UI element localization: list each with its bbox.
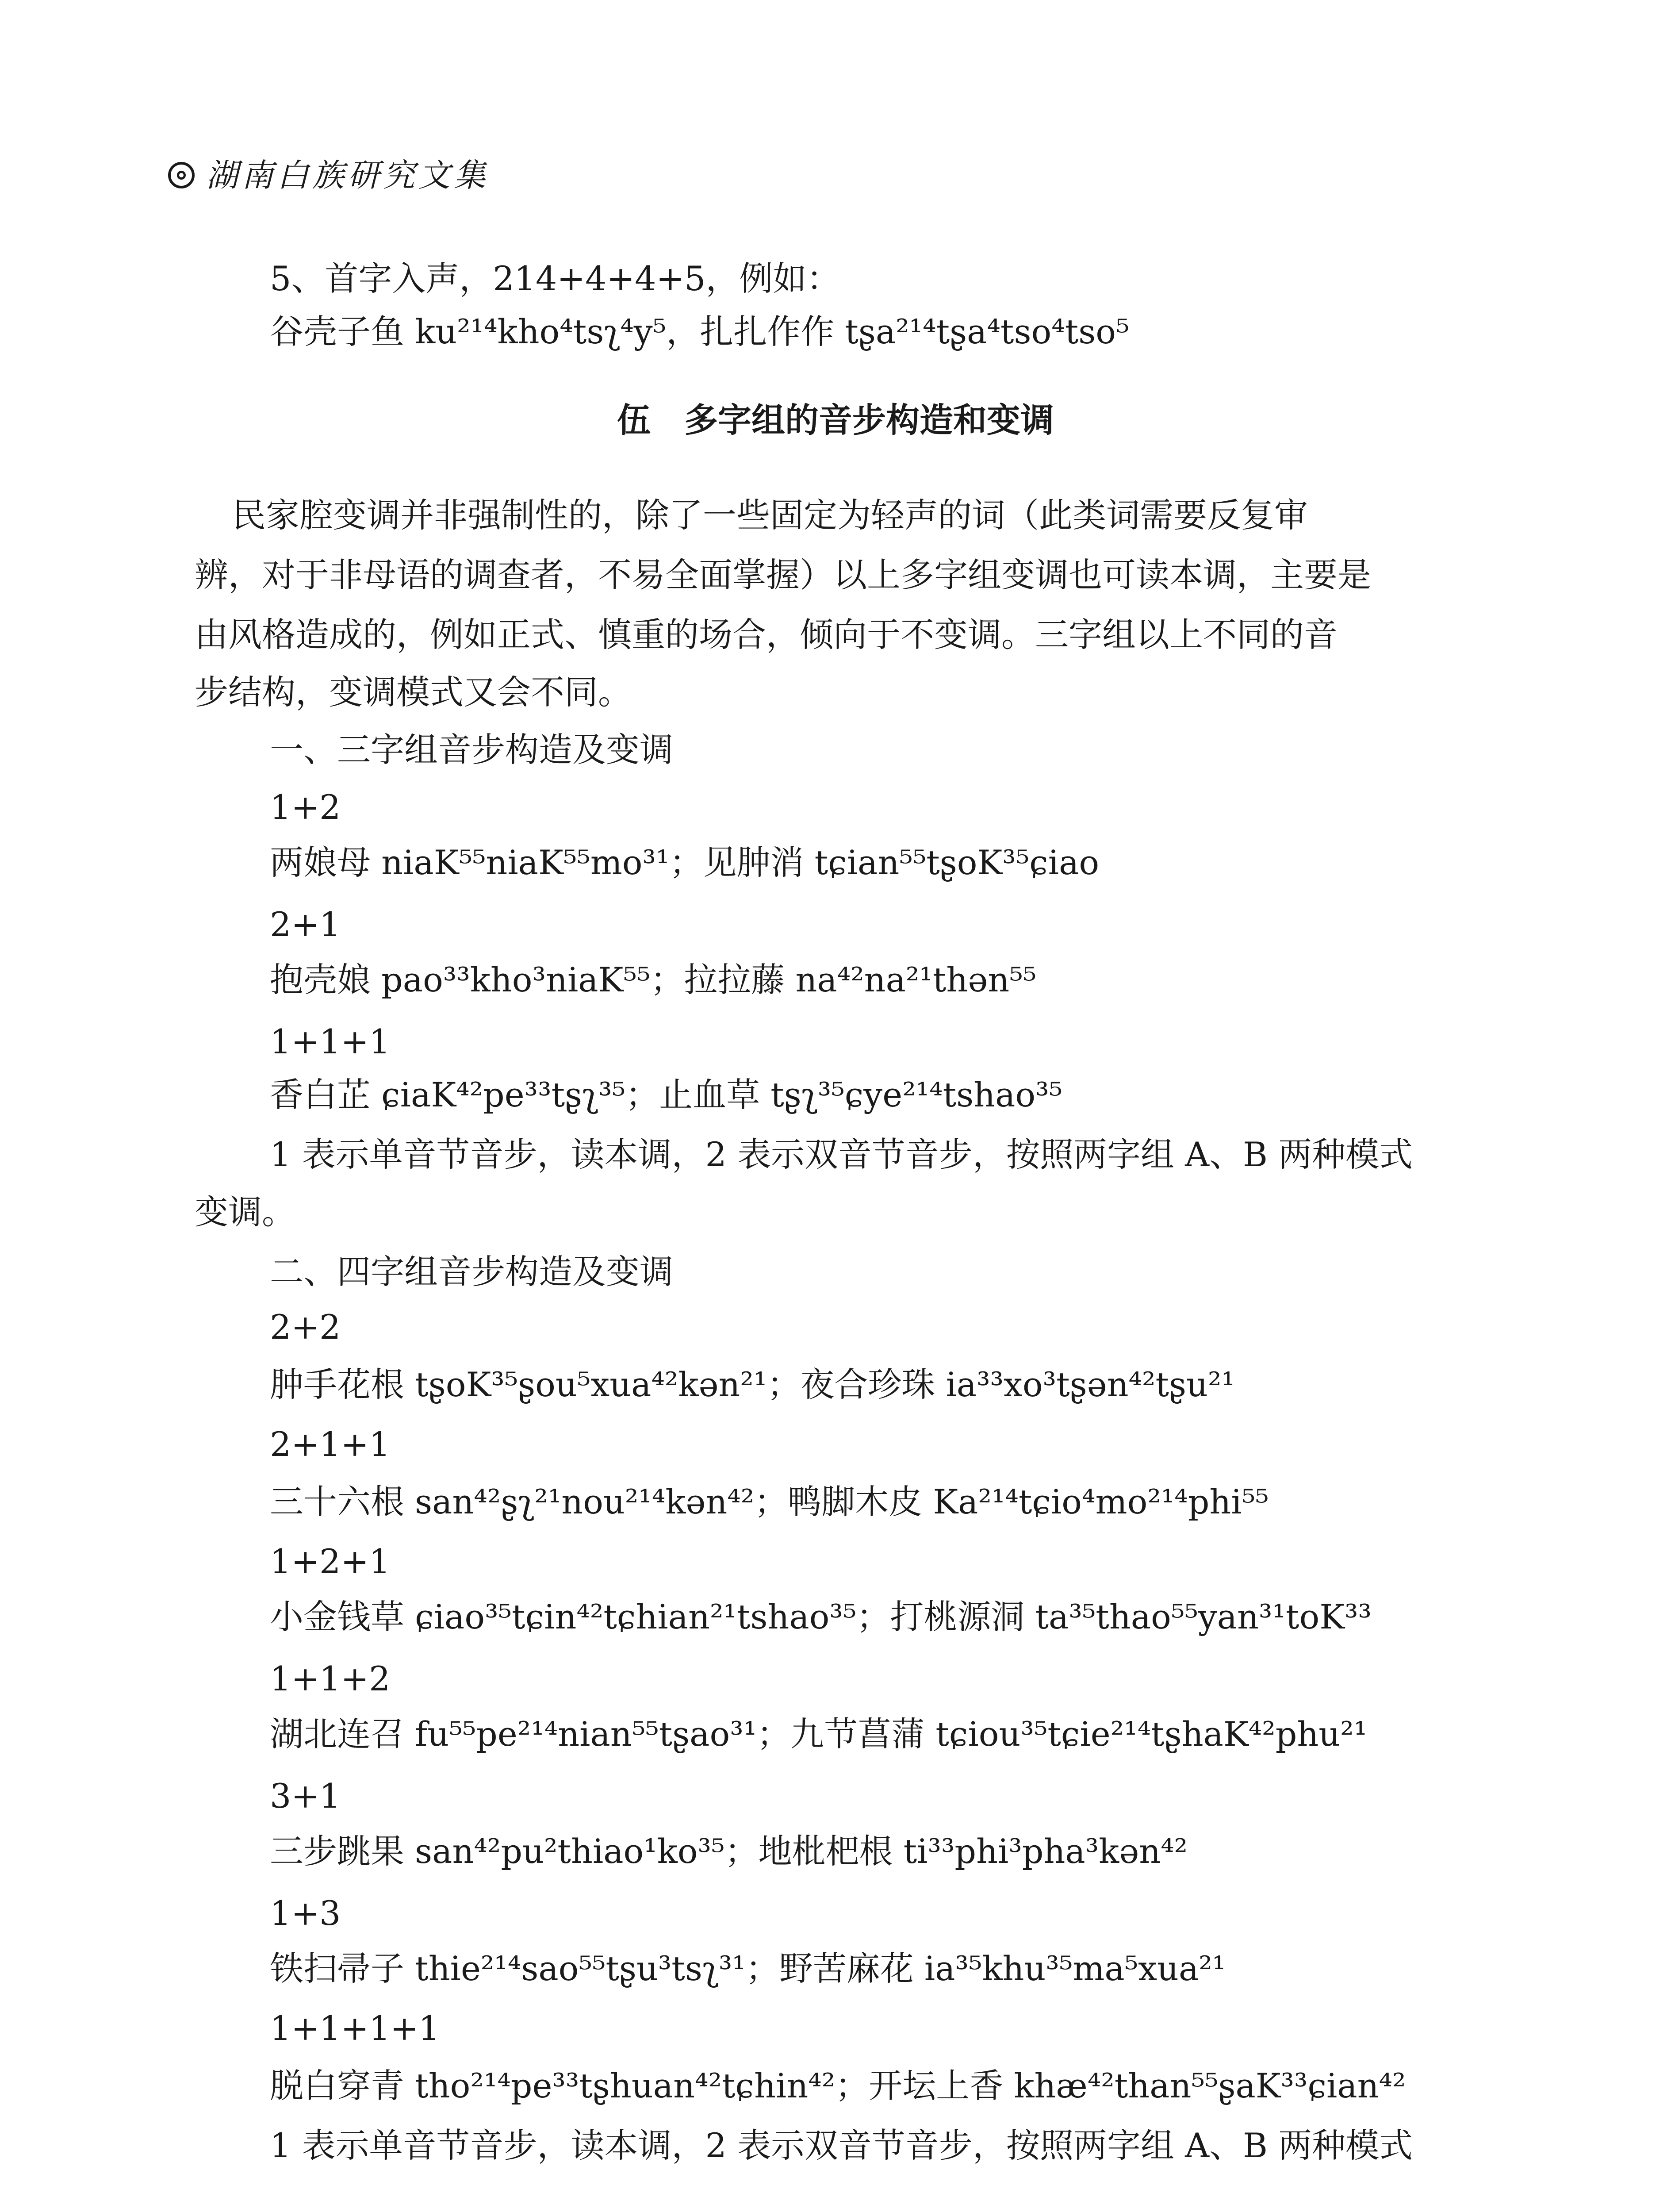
example-line: 湖北连召 fu⁵⁵pe²¹⁴nian⁵⁵tʂao³¹；九节菖蒲 tɕiou³⁵tɕie²¹⁴tʂhaK⁴²phu²¹ bbox=[270, 1714, 1368, 1754]
example-line: 铁扫帚子 thie²¹⁴sao⁵⁵tʂu³tsʅ³¹；野苦麻花 ia³⁵khu³⁵ma⁵xua²¹ bbox=[270, 1949, 1226, 1988]
pattern-label: 1+1+1+1 bbox=[270, 2008, 440, 2048]
paragraph-line: 由风格造成的，例如正式、慎重的场合，倾向于不变调。三字组以上不同的音 bbox=[195, 615, 1338, 654]
example-line: 小金钱草 ɕiao³⁵tɕin⁴²tɕhian²¹tshao³⁵；打桃源洞 ta³⁵thao⁵⁵yan³¹toK³³ bbox=[270, 1597, 1372, 1636]
section-heading: 伍 多字组的音步构造和变调 bbox=[617, 400, 1054, 440]
pattern-label: 2+2 bbox=[270, 1307, 341, 1347]
pattern-label: 1+1+2 bbox=[270, 1659, 391, 1698]
pattern-label: 1+2+1 bbox=[270, 1542, 391, 1581]
paragraph-line: 谷壳子鱼 ku²¹⁴kho⁴tsʅ⁴y⁵，扎扎作作 tʂa²¹⁴tʂa⁴tso⁴tso⁵ bbox=[270, 312, 1130, 351]
pattern-label: 1+3 bbox=[270, 1893, 341, 1933]
pattern-label: 2+1 bbox=[270, 905, 341, 944]
circle-logo-icon bbox=[168, 162, 195, 188]
paragraph-line: 1 表示单音节音步，读本调，2 表示双音节音步，按照两字组 A、B 两种模式 bbox=[270, 1135, 1413, 1174]
pattern-label: 1+2 bbox=[270, 787, 341, 827]
subsection-heading: 二、四字组音步构造及变调 bbox=[270, 1252, 673, 1291]
paragraph-line: 民家腔变调并非强制性的，除了一些固定为轻声的词（此类词需要反复审 bbox=[232, 495, 1308, 535]
paragraph-line: 变调。 bbox=[195, 1192, 295, 1232]
paragraph-line: 步结构，变调模式又会不同。 bbox=[195, 672, 632, 712]
example-line: 抱壳娘 pao³³kho³niaK⁵⁵；拉拉藤 na⁴²na²¹thən⁵⁵ bbox=[270, 960, 1037, 999]
pattern-label: 3+1 bbox=[270, 1776, 341, 1816]
example-line: 脱白穿青 tho²¹⁴pe³³tʂhuan⁴²tɕhin⁴²；开坛上香 khæ⁴²than⁵⁵ʂaK³³ɕian⁴² bbox=[270, 2066, 1406, 2105]
pattern-label: 1+1+1 bbox=[270, 1022, 391, 1061]
example-line: 两娘母 niaK⁵⁵niaK⁵⁵mo³¹；见肿消 tɕian⁵⁵tʂoK³⁵ɕiao bbox=[270, 843, 1100, 882]
subsection-heading: 一、三字组音步构造及变调 bbox=[270, 730, 673, 769]
example-line: 肿手花根 tʂoK³⁵ʂou⁵xua⁴²kən²¹；夜合珍珠 ia³³xo³tʂən⁴²tʂu²¹ bbox=[270, 1365, 1235, 1404]
example-line: 三步跳果 san⁴²pu²thiao¹ko³⁵；地枇杷根 ti³³phi³pha³kən⁴² bbox=[270, 1832, 1188, 1871]
example-line: 香白芷 ɕiaK⁴²pe³³tʂʅ³⁵；止血草 tʂʅ³⁵ɕye²¹⁴tshao³⁵ bbox=[270, 1075, 1063, 1114]
pattern-label: 2+1+1 bbox=[270, 1425, 391, 1464]
paragraph-line: 辨，对于非母语的调查者，不易全面掌握）以上多字组变调也可读本调，主要是 bbox=[195, 555, 1371, 595]
paragraph-line: 5、首字入声，214+4+4+5，例如： bbox=[270, 259, 840, 298]
header-title: 湖南白族研究文集 bbox=[206, 157, 490, 194]
paragraph-line: 1 表示单音节音步，读本调，2 表示双音节音步，按照两字组 A、B 两种模式 bbox=[270, 2126, 1413, 2165]
running-header bbox=[168, 153, 489, 195]
example-line: 三十六根 san⁴²ʂʅ²¹nou²¹⁴kən⁴²；鸭脚木皮 Ka²¹⁴tɕio⁴mo²¹⁴phi⁵⁵ bbox=[270, 1482, 1269, 1521]
